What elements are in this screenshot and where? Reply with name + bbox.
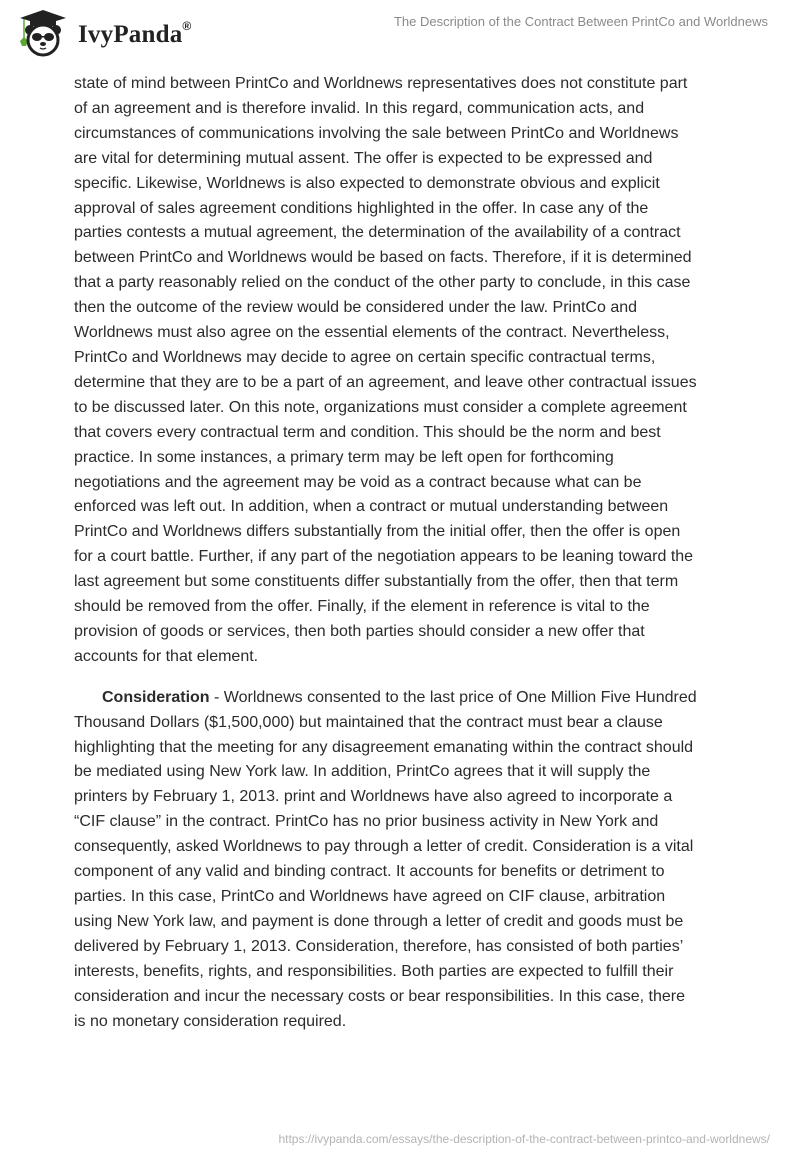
text-line: provision of goods or services, then both parties should consider a new offer that	[74, 622, 645, 640]
text-line: last agreement but some constituents differ substantially from the offer, then that term	[74, 573, 679, 591]
text-line: practice. In some instances, a primary term may be left open for forthcoming	[74, 448, 614, 466]
text-line: interests, benefits, rights, and responsibilities. Both parties are expected to fulfill their	[74, 962, 674, 980]
text-line: delivered by February 1, 2013. Consideration, therefore, has consisted of both parties’	[74, 937, 684, 955]
text-line: component of any valid and binding contract. It accounts for benefits or detriment to	[74, 863, 665, 881]
text-line: be mediated using New York law. In addition, PrintCo agrees that it will supply the	[74, 763, 651, 781]
text-line: then the outcome of the review would be considered under the law. PrintCo and	[74, 299, 638, 317]
text-line: consequently, asked Worldnews to pay through a letter of credit. Consideration is a vital	[74, 838, 694, 856]
source-url-link[interactable]: https://ivypanda.com/essays/the-description-of-the-contract-between-printco-and-worldnews/	[278, 1132, 770, 1146]
panda-graduate-icon	[14, 8, 72, 58]
text-line: determine that they are to be a part of an agreement, and leave other contractual issues	[74, 373, 697, 391]
brand-name: IvyPanda®	[78, 19, 192, 48]
paragraph-consideration	[74, 686, 734, 1035]
text-line: parties. In this case, PrintCo and Worldnews have agreed on CIF clause, arbitration	[74, 888, 666, 905]
text-line: to be discussed later. On this note, organizations must consider a complete agreement	[74, 398, 687, 416]
text-line: for a court battle. Further, if any part of the negotiation appears to be leaning toward the	[74, 548, 694, 566]
text-line: are vital for determining mutual assent. The offer is expected to be expressed and	[74, 149, 653, 167]
section-heading-consideration: Consideration	[102, 688, 210, 706]
text-run: - Worldnews consented to the last price of One Million Five Hundred	[209, 688, 697, 706]
registered-mark: ®	[182, 19, 192, 33]
page-header	[0, 0, 800, 62]
text-line: PrintCo and Worldnews differs substantially from the initial offer, then the offer is open	[74, 523, 681, 541]
text-line	[74, 686, 734, 711]
text-line: accounts for that element.	[74, 647, 259, 665]
text-line: Thousand Dollars ($1,500,000) but maintained that the contract must bear a clause	[74, 713, 663, 731]
text-line: state of mind between PrintCo and Worldnews representatives does not constitute part	[74, 75, 688, 92]
text-line: PrintCo and Worldnews may decide to agree on certain specific contractual terms,	[74, 348, 656, 366]
text-line: negotiations and the agreement may be void as a contract because what can be	[74, 473, 642, 491]
text-line: Worldnews must also agree on the essential elements of the contract. Nevertheless,	[74, 324, 670, 342]
document-title: The Description of the Contract Between PrintCo and Worldnews	[393, 14, 768, 29]
text-line: specific. Likewise, Worldnews is also expected to demonstrate obvious and explicit	[74, 174, 660, 192]
text-line: that covers every contractual term and condition. This should be the norm and best	[74, 423, 661, 441]
text-line: approval of sales agreement conditions highlighted in the offer. In case any of the	[74, 199, 649, 217]
text-line: consideration and incur the necessary costs or bear responsibilities. In this case, there	[74, 987, 685, 1005]
text-line: using New York law, and payment is done through a letter of credit and goods must be	[74, 912, 684, 930]
text-line: printers by February 1, 2013. print and Worldnews have also agreed to incorporate a	[74, 788, 673, 806]
text-line: enforced was left out. In addition, when a contract or mutual understanding between	[74, 498, 669, 516]
text-line: parties contests a mutual agreement, the determination of the availability of a contract	[74, 224, 681, 242]
paragraph-mutual-assent	[74, 72, 734, 670]
brand-logo[interactable]	[14, 8, 191, 58]
text-line: “CIF clause” in the contract. PrintCo has no prior business activity in New York and	[74, 813, 659, 831]
text-line: should be removed from the offer. Finally, if the element in reference is vital to the	[74, 598, 650, 616]
text-line: between PrintCo and Worldnews would be based on facts. Therefore, if it is determined	[74, 249, 692, 267]
essay-content	[74, 72, 734, 1034]
text-line: that a party reasonably relied on the conduct of the other party to conclude, in this case	[74, 274, 691, 292]
text-line: circumstances of communications involving the sale between PrintCo and Worldnews	[74, 124, 679, 142]
text-line: is no monetary consideration required.	[74, 1012, 347, 1030]
text-line: highlighting that the meeting for any disagreement emanating within the contract should	[74, 738, 694, 756]
text-line: of an agreement and is therefore invalid. In this regard, communication acts, and	[74, 99, 645, 117]
